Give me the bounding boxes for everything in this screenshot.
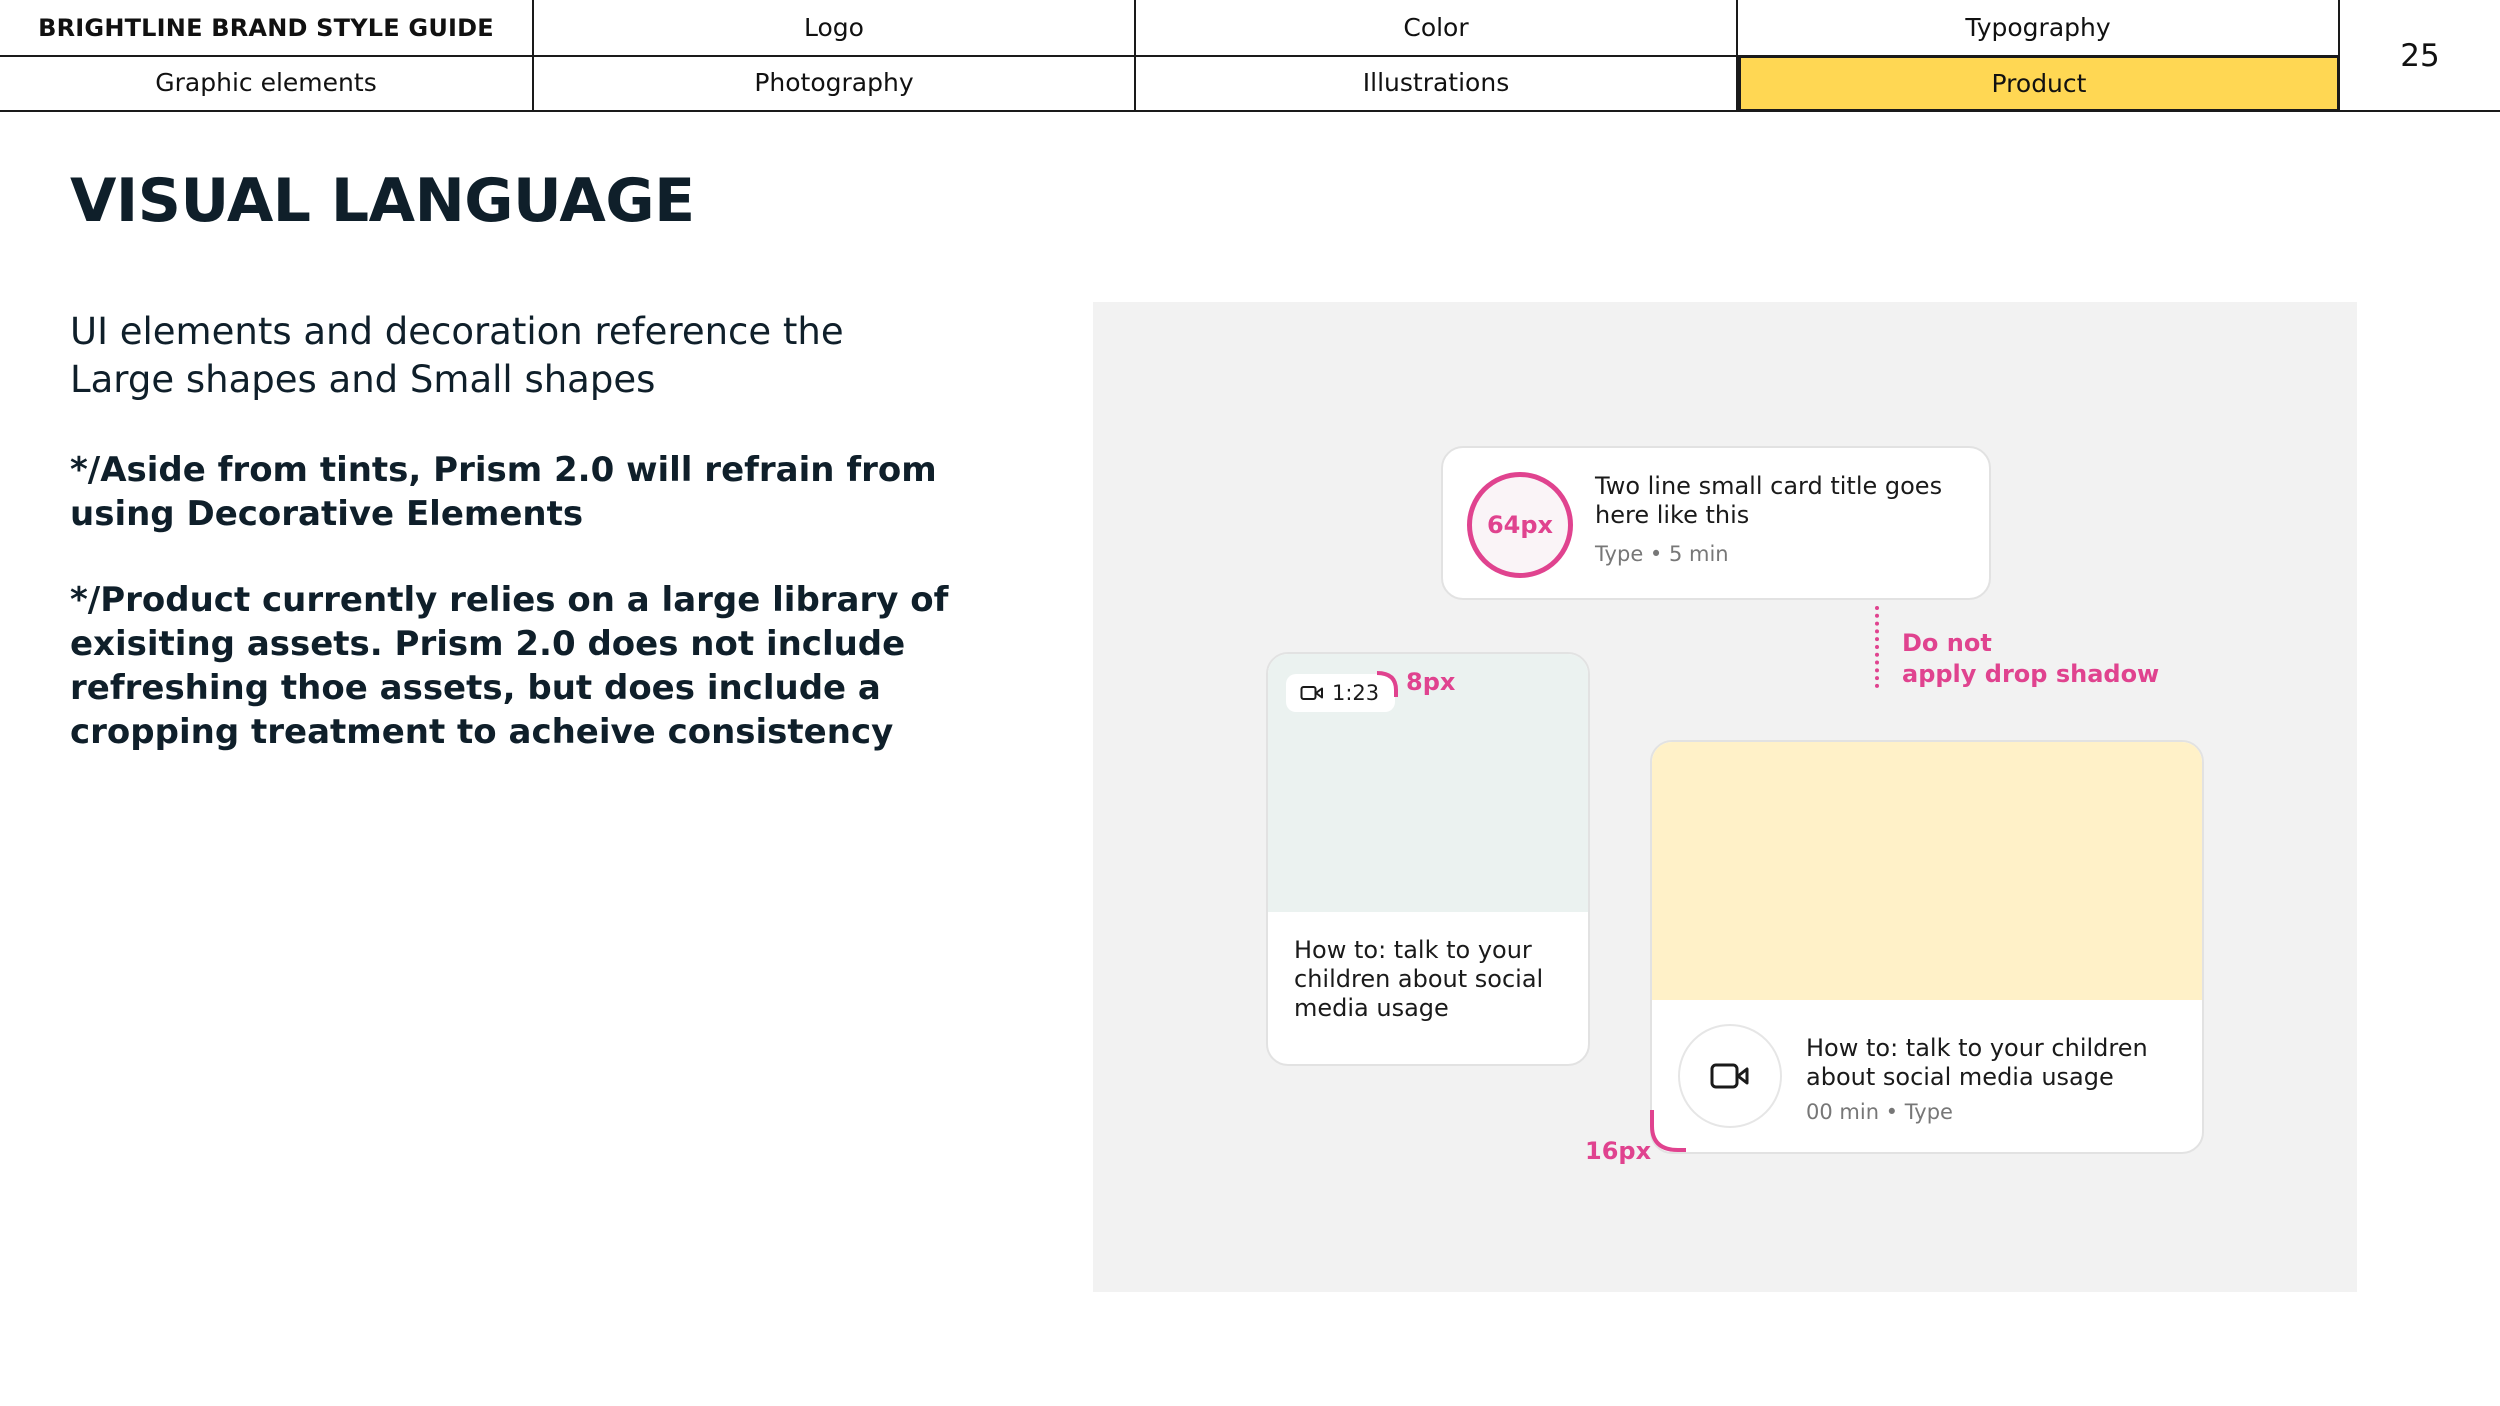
radius-16-annotation: 16px (1585, 1137, 1652, 1165)
large-card (1650, 740, 2204, 1154)
large-card-title: How to: talk to your children about social media usage (1806, 1034, 2148, 1091)
note-assets: */Product currently relies on a large library of exisiting assets. Prism 2.0 does not include refreshing thoe assets, but does include a cropping treatment to acheive consistency (70, 580, 949, 752)
page-title: VISUAL LANGUAGE (70, 166, 695, 236)
radius-8-annotation: 8px (1406, 668, 1456, 696)
duration-chip (1286, 674, 1395, 712)
nav-tab-typography[interactable]: Typography (1738, 0, 2340, 57)
duration-text: 1:23 (1332, 681, 1380, 705)
nav-tab-product[interactable]: Product (1738, 55, 2340, 112)
nav-tab-color[interactable]: Color (1136, 0, 1738, 57)
nav-tab-logo[interactable]: Logo (534, 0, 1136, 57)
video-card-title: How to: talk to your children about social media usage (1294, 936, 1544, 1022)
shadow-dotted-line (1875, 606, 1879, 688)
ring-size-label: 64px (1467, 472, 1573, 578)
shadow-annotation-line-1: Do not (1902, 629, 1992, 657)
nav-tab-graphic-elements[interactable]: Graphic elements (0, 55, 534, 112)
video-camera-icon (1300, 685, 1324, 701)
small-card-meta: Type • 5 min (1595, 542, 1729, 566)
nav-tab-photography[interactable]: Photography (534, 55, 1136, 112)
shadow-annotation (1902, 628, 2159, 690)
video-camera-icon (1710, 1062, 1750, 1090)
large-card-icon-circle (1678, 1024, 1782, 1128)
small-card-title: Two line small card title goes here like this (1595, 472, 1943, 529)
note-decorative: */Aside from tints, Prism 2.0 will refrain from using Decorative Elements (70, 450, 937, 534)
shadow-annotation-line-2: apply drop shadow (1902, 660, 2160, 688)
video-card (1266, 652, 1590, 1066)
section-nav (0, 0, 2500, 112)
brand-title: BRIGHTLINE BRAND STYLE GUIDE (0, 0, 534, 57)
small-card (1441, 446, 1991, 600)
page-number: 25 (2400, 38, 2440, 74)
intro-paragraph: UI elements and decoration reference the Large shapes and Small shapes (70, 310, 844, 401)
nav-tab-illustrations[interactable]: Illustrations (1136, 55, 1738, 112)
large-card-media (1652, 742, 2202, 1000)
large-card-meta: 00 min • Type (1806, 1100, 1953, 1124)
